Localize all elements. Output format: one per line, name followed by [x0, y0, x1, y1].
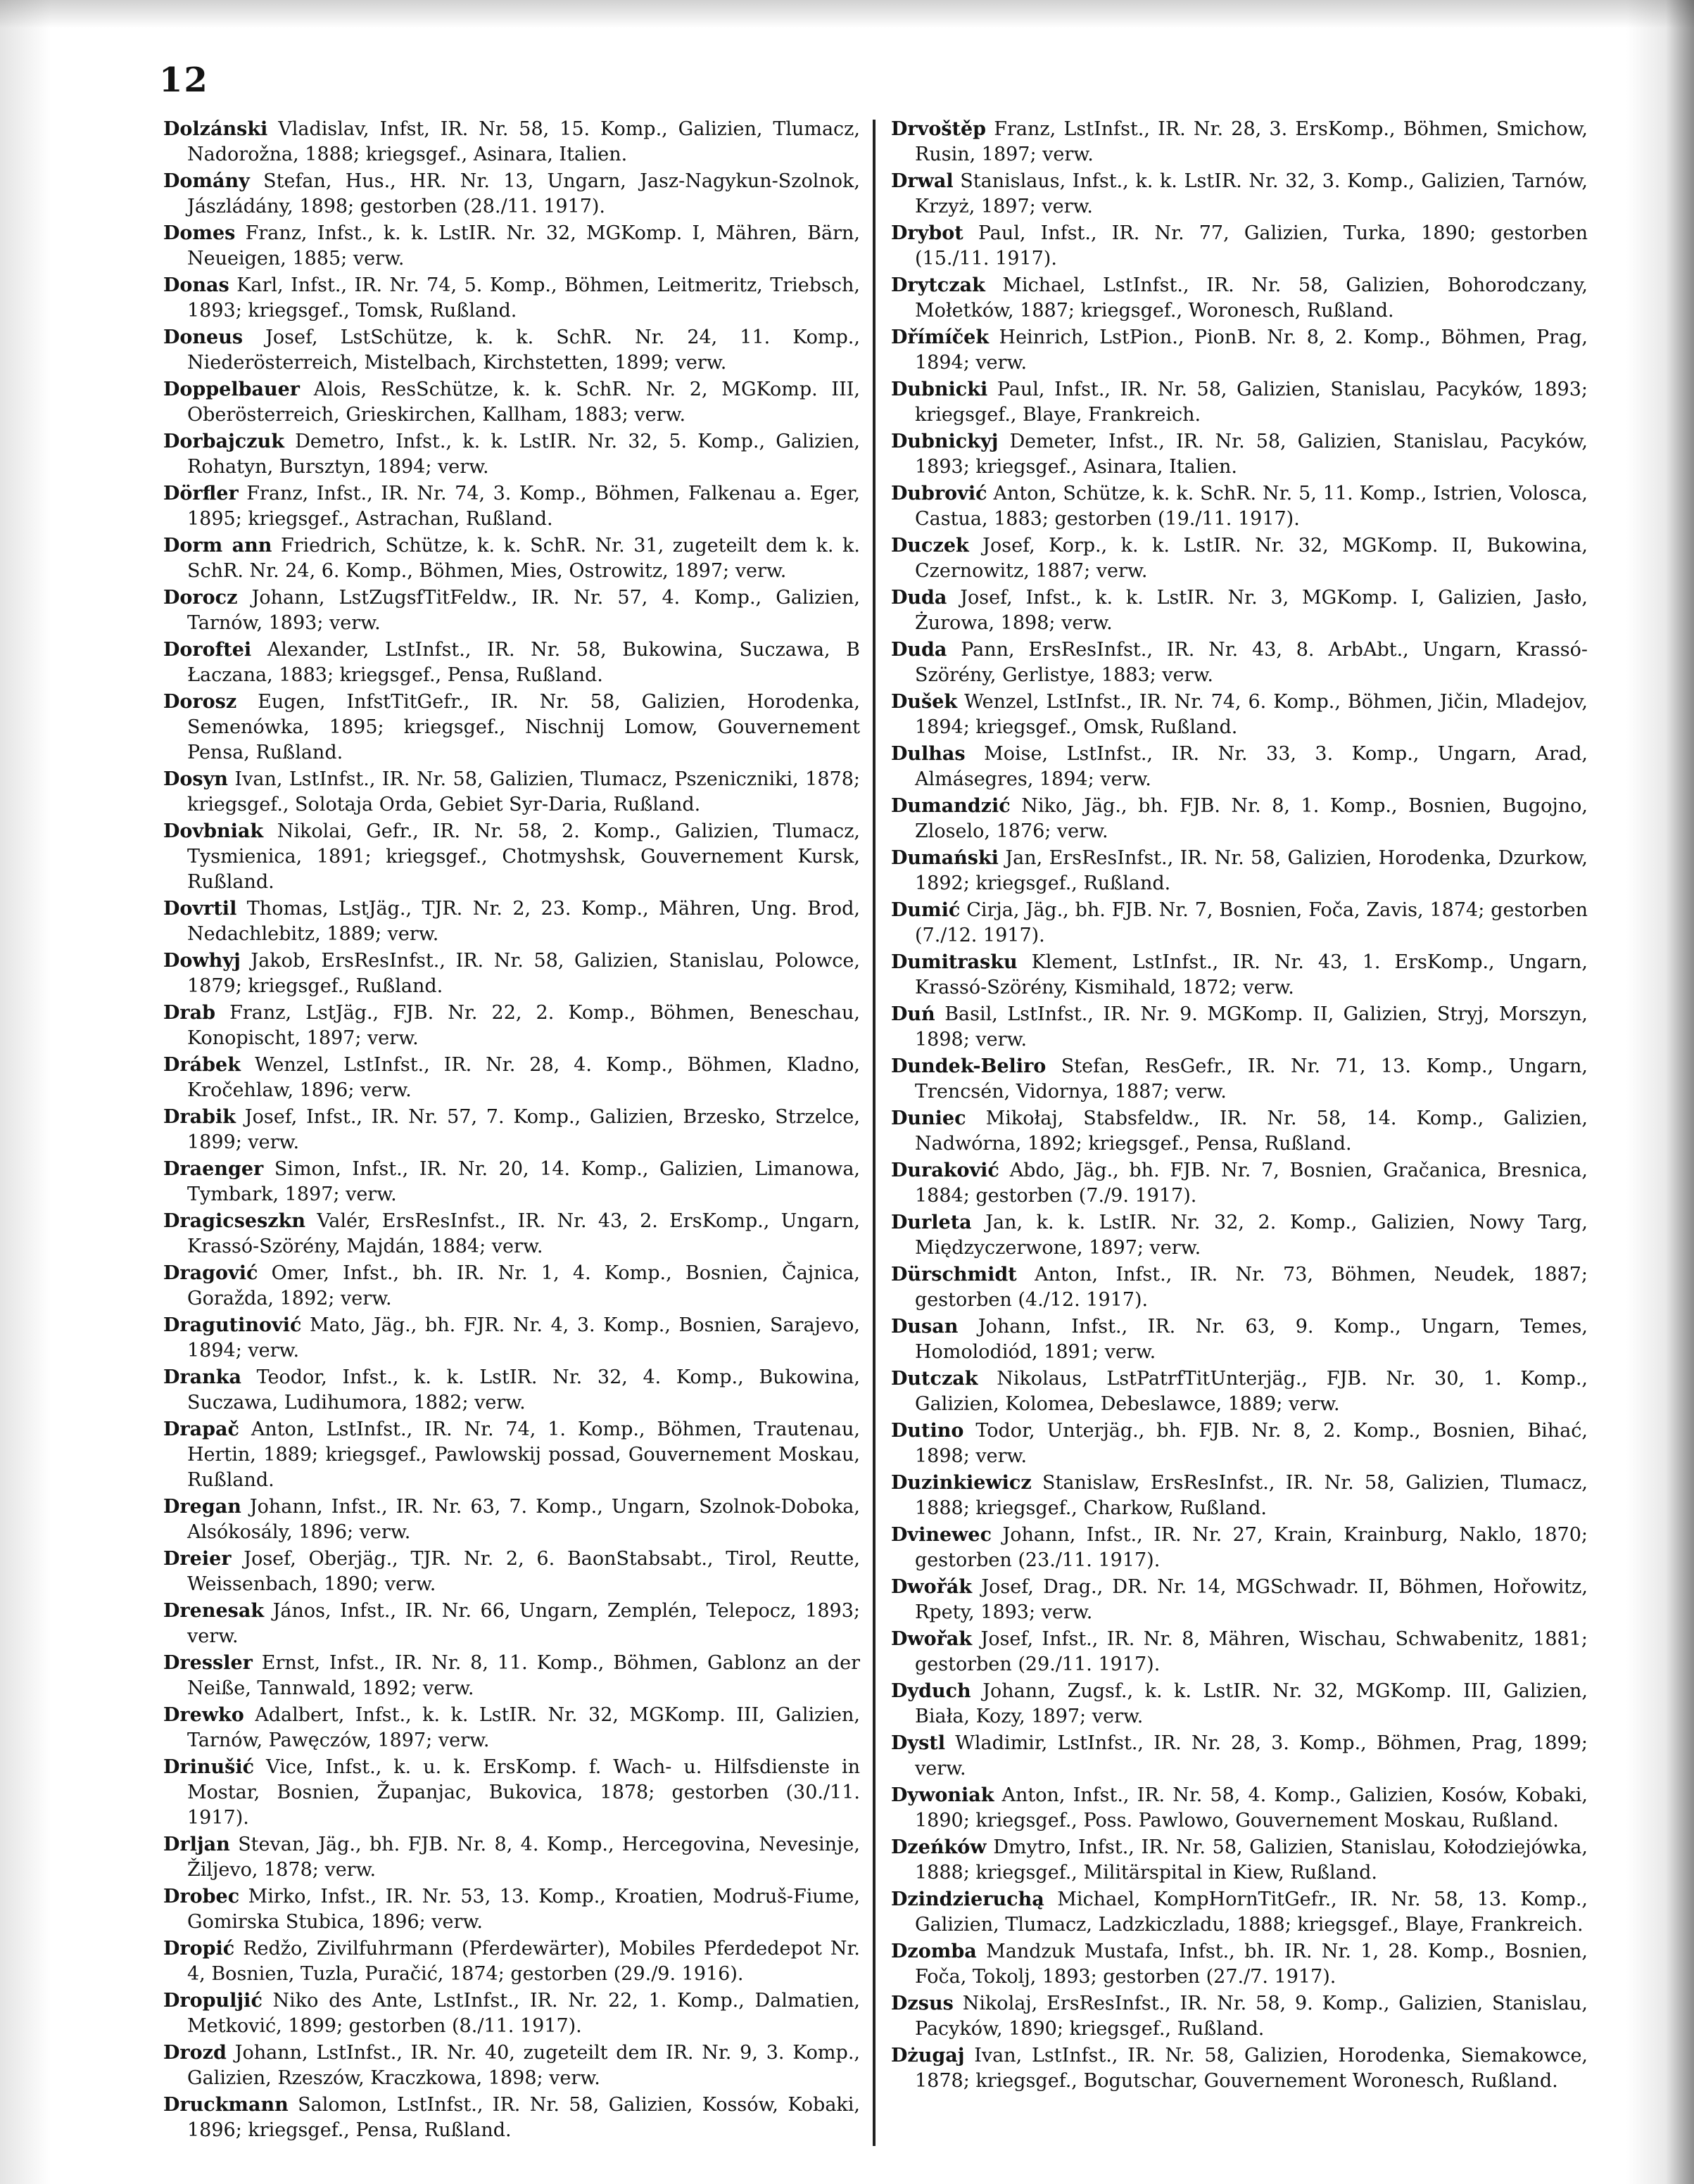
entry-surname: Duraković	[891, 1160, 999, 1181]
entry-details: Josef, Infst., IR. Nr. 57, 7. Komp., Galizien, Brzesko, Strzelce, 1899; verw.	[187, 1106, 860, 1153]
entry-surname: Doroftei	[163, 639, 252, 661]
list-entry	[891, 1210, 1588, 1261]
entry-details: Alexander, LstInfst., IR. Nr. 58, Bukowina, Suczawa, B Łaczana, 1883; kriegsgef., Pensa, Rußland.	[187, 639, 860, 686]
entry-details: Valér, ErsResInfst., IR. Nr. 43, 2. ErsKomp., Ungarn, Krassó-Szörény, Majdán, 1884; verw.	[187, 1210, 860, 1257]
list-entry	[163, 169, 860, 220]
entry-details: Johann, LstInfst., IR. Nr. 40, zugeteilt dem IR. Nr. 9, 3. Komp., Galizien, Rzeszów, Kraczkowa, 1898; verw.	[187, 2042, 860, 2089]
entry-surname: Drenesak	[163, 1600, 265, 1622]
entry-details: Klement, LstInfst., IR. Nr. 43, 1. ErsKomp., Ungarn, Krassó-Szörény, Kismihald, 1872; verw.	[915, 951, 1588, 998]
entry-surname: Dubnicki	[891, 379, 988, 400]
entry-surname: Dreier	[163, 1548, 232, 1570]
scan-shadow-top	[0, 0, 1694, 28]
entry-surname: Drab	[163, 1002, 216, 1024]
entry-details: Wenzel, LstInfst., IR. Nr. 28, 4. Komp., Böhmen, Kladno, Kročehlaw, 1896; verw.	[187, 1054, 860, 1101]
entry-details: Franz, LstInfst., IR. Nr. 28, 3. ErsKomp., Böhmen, Smichow, Rusin, 1897; verw.	[915, 118, 1588, 165]
entry-details: Ernst, Infst., IR. Nr. 8, 11. Komp., Böhmen, Gablonz an der Neiße, Tannwald, 1892; verw.	[187, 1652, 860, 1699]
entry-details: Thomas, LstJäg., TJR. Nr. 2, 23. Komp., Mähren, Ung. Brod, Nedachlebitz, 1889; verw.	[187, 898, 860, 945]
entry-surname: Druckmann	[163, 2094, 289, 2116]
list-entry	[163, 117, 860, 167]
entry-details: Abdo, Jäg., bh. FJB. Nr. 7, Bosnien, Gračanica, Bresnica, 1884; gestorben (7./9. 1917).	[915, 1160, 1588, 1207]
entry-details: Josef, Infst., IR. Nr. 8, Mähren, Wischau, Schwabenitz, 1881; gestorben (29./11. 1917).	[915, 1628, 1588, 1675]
entry-surname: Donas	[163, 274, 229, 296]
list-entry	[163, 1884, 860, 1935]
list-entry	[163, 1157, 860, 1207]
entry-surname: Dušek	[891, 691, 958, 713]
entry-surname: Drvoštěp	[891, 118, 987, 140]
list-entry	[163, 2093, 860, 2143]
entry-surname: Dubrović	[891, 483, 987, 504]
entry-details: Johann, Infst., IR. Nr. 27, Krain, Krainburg, Naklo, 1870; gestorben (23./11. 1917).	[915, 1524, 1588, 1571]
list-entry	[891, 1366, 1588, 1417]
entry-details: Stanislaw, ErsResInfst., IR. Nr. 58, Galizien, Tlumacz, 1888; kriegsgef., Charkow, Rußland.	[915, 1472, 1588, 1519]
entry-details: Wenzel, LstInfst., IR. Nr. 74, 6. Komp., Böhmen, Jičin, Mladejov, 1894; kriegsgef., Omsk, Rußland.	[915, 691, 1588, 738]
entry-surname: Dwořák	[891, 1576, 973, 1598]
entry-surname: Doppelbauer	[163, 379, 301, 400]
entry-details: Vladislav, Infst, IR. Nr. 58, 15. Komp., Galizien, Tlumacz, Nadorožna, 1888; kriegsgef., Asinara, Italien.	[187, 118, 860, 165]
entry-surname: Drábek	[163, 1054, 241, 1076]
entry-surname: Dvinewec	[891, 1524, 992, 1546]
list-entry	[163, 1053, 860, 1103]
entry-details: Dmytro, Infst., IR. Nr. 58, Galizien, Stanislau, Kołodziejówka, 1888; kriegsgef., Militärspital in Kiew, Rußland.	[915, 1836, 1588, 1884]
list-entry	[891, 1262, 1588, 1313]
list-entry	[163, 896, 860, 947]
entry-surname: Dzeńków	[891, 1836, 987, 1858]
entry-surname: Draenger	[163, 1158, 264, 1180]
entry-surname: Dusan	[891, 1316, 959, 1338]
list-entry	[163, 948, 860, 999]
left-entry-list	[163, 117, 860, 2143]
entry-details: Mandzuk Mustafa, Infst., bh. IR. Nr. 1, 28. Komp., Bosnien, Foča, Tokolj, 1893; gestorben (27./7. 1917).	[915, 1941, 1588, 1988]
entry-surname: Dovbniak	[163, 820, 264, 842]
scan-shadow-right	[1666, 0, 1694, 2184]
entry-details: Josef, Drag., DR. Nr. 14, MGSchwadr. II, Böhmen, Hořowitz, Rpety, 1893; verw.	[915, 1576, 1588, 1623]
entry-details: Jan, k. k. LstIR. Nr. 32, 2. Komp., Galizien, Nowy Targ, Międzyczerwone, 1897; verw.	[915, 1212, 1588, 1259]
entry-details: Salomon, LstInfst., IR. Nr. 58, Galizien, Kossów, Kobaki, 1896; kriegsgef., Pensa, Rußland.	[187, 2094, 860, 2141]
entry-surname: Dorosz	[163, 691, 237, 713]
entry-details: Eugen, InfstTitGefr., IR. Nr. 58, Galizien, Horodenka, Semenówka, 1895; kriegsgef., Nischnij Lomow, Gouvernement Pensa, Rußland.	[187, 691, 860, 763]
entry-details: Stefan, Hus., HR. Nr. 13, Ungarn, Jasz-Nagykun-Szolnok, Jászládány, 1898; gestorben (28./11. 1917).	[187, 170, 860, 217]
list-entry	[891, 1991, 1588, 2042]
entry-surname: Dumitrasku	[891, 951, 1018, 973]
list-entry	[891, 1783, 1588, 1834]
entry-details: Omer, Infst., bh. IR. Nr. 1, 4. Komp., Bosnien, Čajnica, Goražda, 1892; verw.	[187, 1262, 860, 1309]
entry-surname: Dulhas	[891, 743, 966, 765]
entry-surname: Domes	[163, 222, 236, 244]
list-entry	[891, 1523, 1588, 1573]
entry-details: Ivan, LstInfst., IR. Nr. 58, Galizien, Tlumacz, Pszeniczniki, 1878; kriegsgef., Solotaja Orda, Gebiet Syr-Daria, Rußland.	[187, 768, 860, 815]
entry-details: Jan, ErsResInfst., IR. Nr. 58, Galizien, Horodenka, Dzurkow, 1892; kriegsgef., Rußland.	[915, 847, 1588, 894]
entry-surname: Dywoniak	[891, 1784, 994, 1806]
entry-details: Moise, LstInfst., IR. Nr. 33, 3. Komp., Ungarn, Arad, Almásegres, 1894; verw.	[915, 743, 1588, 790]
entry-surname: Dyduch	[891, 1680, 971, 1702]
entry-surname: Duń	[891, 1003, 935, 1025]
list-entry	[891, 1418, 1588, 1469]
entry-details: Basil, LstInfst., IR. Nr. 9. MGKomp. II, Galizien, Stryj, Morszyn, 1898; verw.	[915, 1003, 1588, 1050]
list-entry	[163, 2040, 860, 2091]
entry-surname: Drljan	[163, 1834, 230, 1855]
list-entry	[163, 1936, 860, 1987]
list-entry	[163, 325, 860, 376]
entry-details: Johann, Zugsf., k. k. LstIR. Nr. 32, MGKomp. III, Galizien, Biała, Kozy, 1897; verw.	[915, 1680, 1588, 1727]
entry-surname: Drozd	[163, 2042, 227, 2064]
list-entry	[163, 1313, 860, 1364]
list-entry	[163, 273, 860, 324]
entry-surname: Dutino	[891, 1420, 964, 1442]
entry-details: Paul, Infst., IR. Nr. 58, Galizien, Stanislau, Pacyków, 1893; kriegsgef., Blaye, Frankreich.	[915, 379, 1588, 426]
entry-details: Cirja, Jäg., bh. FJB. Nr. 7, Bosnien, Foča, Zavis, 1874; gestorben (7./12. 1917).	[915, 899, 1588, 946]
list-entry	[163, 819, 860, 895]
entry-surname: Duczek	[891, 535, 969, 557]
entry-surname: Dorocz	[163, 587, 238, 609]
list-entry	[891, 1314, 1588, 1365]
list-entry	[891, 846, 1588, 896]
entry-surname: Dregan	[163, 1496, 241, 1518]
entry-surname: Duda	[891, 639, 947, 661]
entry-surname: Dorbajczuk	[163, 431, 284, 452]
entry-surname: Duzinkiewicz	[891, 1472, 1032, 1494]
entry-details: Adalbert, Infst., k. k. LstIR. Nr. 32, MGKomp. III, Galizien, Tarnów, Pawęczów, 1897; verw.	[187, 1704, 860, 1751]
entry-surname: Dystl	[891, 1732, 946, 1754]
entry-surname: Dżugaj	[891, 2045, 965, 2066]
list-entry	[891, 1002, 1588, 1053]
entry-surname: Dragicseszkn	[163, 1210, 305, 1232]
entry-details: Redžo, Zivilfuhrmann (Pferdewärter), Mobiles Pferdedepot Nr. 4, Bosnien, Tuzla, Puračić, 1874; gestorben (29./9. 1916).	[187, 1938, 860, 1985]
entry-details: Johann, Infst., IR. Nr. 63, 9. Komp., Ungarn, Temes, Homolodiód, 1891; verw.	[915, 1316, 1588, 1363]
entry-surname: Dolzánski	[163, 118, 268, 140]
entry-surname: Dovrtil	[163, 898, 237, 920]
list-entry	[891, 273, 1588, 324]
entry-surname: Dzindzieruchą	[891, 1888, 1044, 1910]
entry-surname: Drobec	[163, 1886, 240, 1907]
list-entry	[891, 117, 1588, 167]
list-entry	[891, 1939, 1588, 1990]
list-entry	[891, 325, 1588, 376]
list-entry	[891, 1054, 1588, 1105]
entry-details: Franz, Infst., IR. Nr. 74, 3. Komp., Böhmen, Falkenau a. Eger, 1895; kriegsgef., Astrachan, Rußland.	[187, 483, 860, 530]
entry-details: Mirko, Infst., IR. Nr. 53, 13. Komp., Kroatien, Modruš-Fiume, Gomirska Stubica, 1896; verw.	[187, 1886, 860, 1933]
entry-surname: Dressler	[163, 1652, 253, 1674]
list-entry	[163, 1832, 860, 1883]
list-entry	[163, 1365, 860, 1416]
entry-surname: Dumandzić	[891, 795, 1011, 817]
entry-details: Michael, KompHornTitGefr., IR. Nr. 58, 13. Komp., Galizien, Tlumacz, Ladzkiczladu, 1888; kriegsgef., Blaye, Frankreich.	[915, 1888, 1588, 1936]
entry-details: Niko, Jäg., bh. FJB. Nr. 8, 1. Komp., Bosnien, Bugojno, Zloselo, 1876; verw.	[915, 795, 1588, 842]
entry-details: Josef, Infst., k. k. LstIR. Nr. 3, MGKomp. I, Galizien, Jasło, Żurowa, 1898; verw.	[915, 587, 1588, 634]
list-entry	[891, 1471, 1588, 1521]
list-entry	[891, 794, 1588, 844]
entry-details: Pann, ErsResInfst., IR. Nr. 43, 8. ArbAbt., Ungarn, Krassó-Szörény, Gerlistye, 1883; verw.	[915, 639, 1588, 686]
list-entry	[163, 1988, 860, 2039]
entry-details: Anton, Infst., IR. Nr. 73, Böhmen, Neudek, 1887; gestorben (4./12. 1917).	[915, 1264, 1588, 1311]
entry-details: Josef, Korp., k. k. LstIR. Nr. 32, MGKomp. II, Bukowina, Czernowitz, 1887; verw.	[915, 535, 1588, 582]
entry-details: Johann, Infst., IR. Nr. 63, 7. Komp., Ungarn, Szolnok-Doboka, Alsókosály, 1896; verw.	[187, 1496, 860, 1543]
entry-details: Ivan, LstInfst., IR. Nr. 58, Galizien, Horodenka, Siemakowce, 1878; kriegsgef., Bogutschar, Gouvernement Woronesch, Rußland.	[915, 2045, 1588, 2092]
right-entry-list	[891, 117, 1588, 2094]
list-entry	[891, 637, 1588, 688]
entry-details: Friedrich, Schütze, k. k. SchR. Nr. 31, zugeteilt dem k. k. SchR. Nr. 24, 6. Komp., Böhmen, Mies, Ostrowitz, 1897; verw.	[187, 535, 860, 582]
column-divider	[873, 120, 876, 2146]
entry-surname: Drewko	[163, 1704, 244, 1726]
list-entry	[163, 1755, 860, 1831]
entry-surname: Dörfler	[163, 483, 239, 504]
entry-details: Mato, Jäg., bh. FJR. Nr. 4, 3. Komp., Bosnien, Sarajevo, 1894; verw.	[187, 1314, 860, 1361]
list-entry	[163, 221, 860, 272]
entry-details: Jakob, ErsResInfst., IR. Nr. 58, Galizien, Stanislau, Polowce, 1879; kriegsgef., Rußland.	[187, 950, 860, 997]
list-entry	[891, 585, 1588, 636]
list-entry	[163, 767, 860, 818]
entry-surname: Drybot	[891, 222, 963, 244]
list-entry	[891, 1575, 1588, 1625]
entry-details: Niko des Ante, LstInfst., IR. Nr. 22, 1. Komp., Dalmatien, Metković, 1899; gestorben (8./11. 1917).	[187, 1990, 860, 2037]
entry-details: Anton, Schütze, k. k. SchR. Nr. 5, 11. Komp., Istrien, Volosca, Castua, 1883; gestorben (19./11. 1917).	[915, 483, 1588, 530]
list-entry	[163, 1703, 860, 1753]
entry-details: Johann, LstZugsfTitFeldw., IR. Nr. 57, 4. Komp., Galizien, Tarnów, 1893; verw.	[187, 587, 860, 634]
entry-details: János, Infst., IR. Nr. 66, Ungarn, Zemplén, Telepocz, 1893; verw.	[187, 1600, 860, 1647]
entry-surname: Dowhyj	[163, 950, 241, 972]
list-entry	[891, 169, 1588, 220]
list-entry	[163, 1547, 860, 1597]
entry-details: Stefan, ResGefr., IR. Nr. 71, 13. Komp., Ungarn, Trencsén, Vidornya, 1887; verw.	[915, 1055, 1588, 1103]
list-entry	[891, 1679, 1588, 1729]
entry-surname: Dutczak	[891, 1368, 978, 1390]
entry-surname: Dřímíček	[891, 326, 990, 348]
entry-details: Simon, Infst., IR. Nr. 20, 14. Komp., Galizien, Limanowa, Tymbark, 1897; verw.	[187, 1158, 860, 1205]
entry-surname: Dosyn	[163, 768, 228, 790]
entry-surname: Durleta	[891, 1212, 972, 1233]
list-entry	[891, 377, 1588, 428]
entry-details: Josef, LstSchütze, k. k. SchR. Nr. 24, 11. Komp., Niederösterreich, Mistelbach, Kirchstetten, 1899; verw.	[187, 326, 860, 374]
entry-details: Alois, ResSchütze, k. k. SchR. Nr. 2, MGKomp. III, Oberösterreich, Grieskirchen, Kallham, 1883; verw.	[187, 379, 860, 426]
entry-surname: Drytczak	[891, 274, 985, 296]
entry-details: Karl, Infst., IR. Nr. 74, 5. Komp., Böhmen, Leitmeritz, Triebsch, 1893; kriegsgef., Tomsk, Rußland.	[187, 274, 860, 322]
entry-surname: Drabik	[163, 1106, 236, 1128]
list-entry	[163, 533, 860, 584]
list-entry	[891, 1835, 1588, 1886]
list-entry	[163, 1001, 860, 1051]
entry-surname: Dwořak	[891, 1628, 973, 1650]
list-entry	[891, 1627, 1588, 1677]
entry-details: Todor, Unterjäg., bh. FJB. Nr. 8, 2. Komp., Bosnien, Bihać, 1898; verw.	[915, 1420, 1588, 1467]
entry-details: Teodor, Infst., k. k. LstIR. Nr. 32, 4. Komp., Bukowina, Suczawa, Ludihumora, 1882; verw.	[187, 1366, 860, 1414]
list-entry	[891, 481, 1588, 532]
list-entry	[163, 1105, 860, 1155]
entry-details: Anton, LstInfst., IR. Nr. 74, 1. Komp., Böhmen, Trautenau, Hertin, 1889; kriegsgef., Pawlowskij possad, Gouvernement Moskau, Rußland.	[187, 1418, 860, 1491]
list-entry	[891, 429, 1588, 480]
list-entry	[163, 1209, 860, 1259]
entry-surname: Dropić	[163, 1938, 235, 1960]
entry-surname: Dorm ann	[163, 535, 272, 557]
entry-details: Nikolaus, LstPatrfTitUnterjäg., FJB. Nr. 30, 1. Komp., Galizien, Kolomea, Debeslawce, 1889; verw.	[915, 1368, 1588, 1415]
list-entry	[891, 1887, 1588, 1938]
entry-details: Heinrich, LstPion., PionB. Nr. 8, 2. Komp., Böhmen, Prag, 1894; verw.	[915, 326, 1588, 374]
list-entry	[163, 585, 860, 636]
entry-surname: Dranka	[163, 1366, 241, 1388]
entry-surname: Domány	[163, 170, 250, 192]
list-entry	[891, 898, 1588, 948]
entry-details: Demeter, Infst., IR. Nr. 58, Galizien, Stanislau, Pacyków, 1893; kriegsgef., Asinara, Italien.	[915, 431, 1588, 478]
entry-surname: Dürschmidt	[891, 1264, 1017, 1285]
entry-surname: Drapač	[163, 1418, 239, 1440]
entry-details: Michael, LstInfst., IR. Nr. 58, Galizien, Bohorodczany, Mołetków, 1887; kriegsgef., Woronesch, Rußland.	[915, 274, 1588, 322]
list-entry	[891, 1158, 1588, 1209]
entry-surname: Dumić	[891, 899, 961, 921]
entry-surname: Dumański	[891, 847, 999, 869]
list-entry	[163, 1494, 860, 1545]
list-entry	[891, 690, 1588, 740]
entry-details: Franz, Infst., k. k. LstIR. Nr. 32, MGKomp. I, Mähren, Bärn, Neueigen, 1885; verw.	[187, 222, 860, 269]
list-entry	[891, 1731, 1588, 1782]
entry-details: Nikolai, Gefr., IR. Nr. 58, 2. Komp., Galizien, Tlumacz, Tysmienica, 1891; kriegsgef., Chotmyshsk, Gouvernement Kursk, Rußland.	[187, 820, 860, 893]
list-entry	[163, 690, 860, 766]
page-number: 12	[159, 61, 209, 100]
right-column	[891, 117, 1588, 2157]
list-entry	[163, 1651, 860, 1701]
list-entry	[163, 1417, 860, 1493]
list-entry	[163, 1261, 860, 1312]
entry-details: Stanislaus, Infst., k. k. LstIR. Nr. 32, 3. Komp., Galizien, Tarnów, Krzyż, 1897; verw.	[915, 170, 1588, 217]
entry-surname: Duniec	[891, 1107, 966, 1129]
list-entry	[891, 950, 1588, 1001]
entry-surname: Dzsus	[891, 1993, 954, 2014]
entry-details: Stevan, Jäg., bh. FJB. Nr. 8, 4. Komp., Hercegovina, Nevesinje, Žiljevo, 1878; verw.	[187, 1834, 860, 1881]
entry-details: Franz, LstJäg., FJB. Nr. 22, 2. Komp., Böhmen, Beneschau, Konopischt, 1897; verw.	[187, 1002, 860, 1049]
entry-surname: Dundek-Beliro	[891, 1055, 1047, 1077]
entry-details: Anton, Infst., IR. Nr. 58, 4. Komp., Galizien, Kosów, Kobaki, 1890; kriegsgef., Poss. Pawlowo, Gouvernement Moskau, Rußland.	[915, 1784, 1588, 1831]
list-entry	[163, 377, 860, 428]
entry-details: Josef, Oberjäg., TJR. Nr. 2, 6. BaonStabsabt., Tirol, Reutte, Weissenbach, 1890; verw.	[187, 1548, 860, 1595]
entry-details: Mikołaj, Stabsfeldw., IR. Nr. 58, 14. Komp., Galizien, Nadwórna, 1892; kriegsgef., Pensa, Rußland.	[915, 1107, 1588, 1155]
entry-surname: Duda	[891, 587, 947, 609]
entry-surname: Dubnickyj	[891, 431, 999, 452]
entry-surname: Dropuljić	[163, 1990, 263, 2012]
entry-surname: Drinušić	[163, 1756, 255, 1778]
left-column	[163, 117, 860, 2157]
list-entry	[891, 221, 1588, 272]
entry-details: Wladimir, LstInfst., IR. Nr. 28, 3. Komp., Böhmen, Prag, 1899; verw.	[915, 1732, 1588, 1779]
list-entry	[163, 1599, 860, 1649]
list-entry	[891, 533, 1588, 584]
entry-surname: Dragović	[163, 1262, 258, 1284]
entry-surname: Dzomba	[891, 1941, 977, 1962]
entry-surname: Drwal	[891, 170, 954, 192]
list-entry	[163, 429, 860, 480]
list-entry	[891, 1106, 1588, 1157]
list-entry	[163, 637, 860, 688]
entry-details: Paul, Infst., IR. Nr. 77, Galizien, Turka, 1890; gestorben (15./11. 1917).	[915, 222, 1588, 269]
list-entry	[163, 481, 860, 532]
list-entry	[891, 2043, 1588, 2094]
entry-surname: Doneus	[163, 326, 244, 348]
entry-details: Demetro, Infst., k. k. LstIR. Nr. 32, 5. Komp., Galizien, Rohatyn, Bursztyn, 1894; verw.	[187, 431, 860, 478]
entry-surname: Dragutinović	[163, 1314, 302, 1336]
entry-details: Nikolaj, ErsResInfst., IR. Nr. 58, 9. Komp., Galizien, Stanislau, Pacyków, 1890; kriegsgef., Rußland.	[915, 1993, 1588, 2040]
entry-details: Vice, Infst., k. u. k. ErsKomp. f. Wach- u. Hilfsdienste in Mostar, Bosnien, Županjac, Bukovica, 1878; gestorben (30./11. 1917).	[187, 1756, 860, 1829]
list-entry	[891, 742, 1588, 792]
